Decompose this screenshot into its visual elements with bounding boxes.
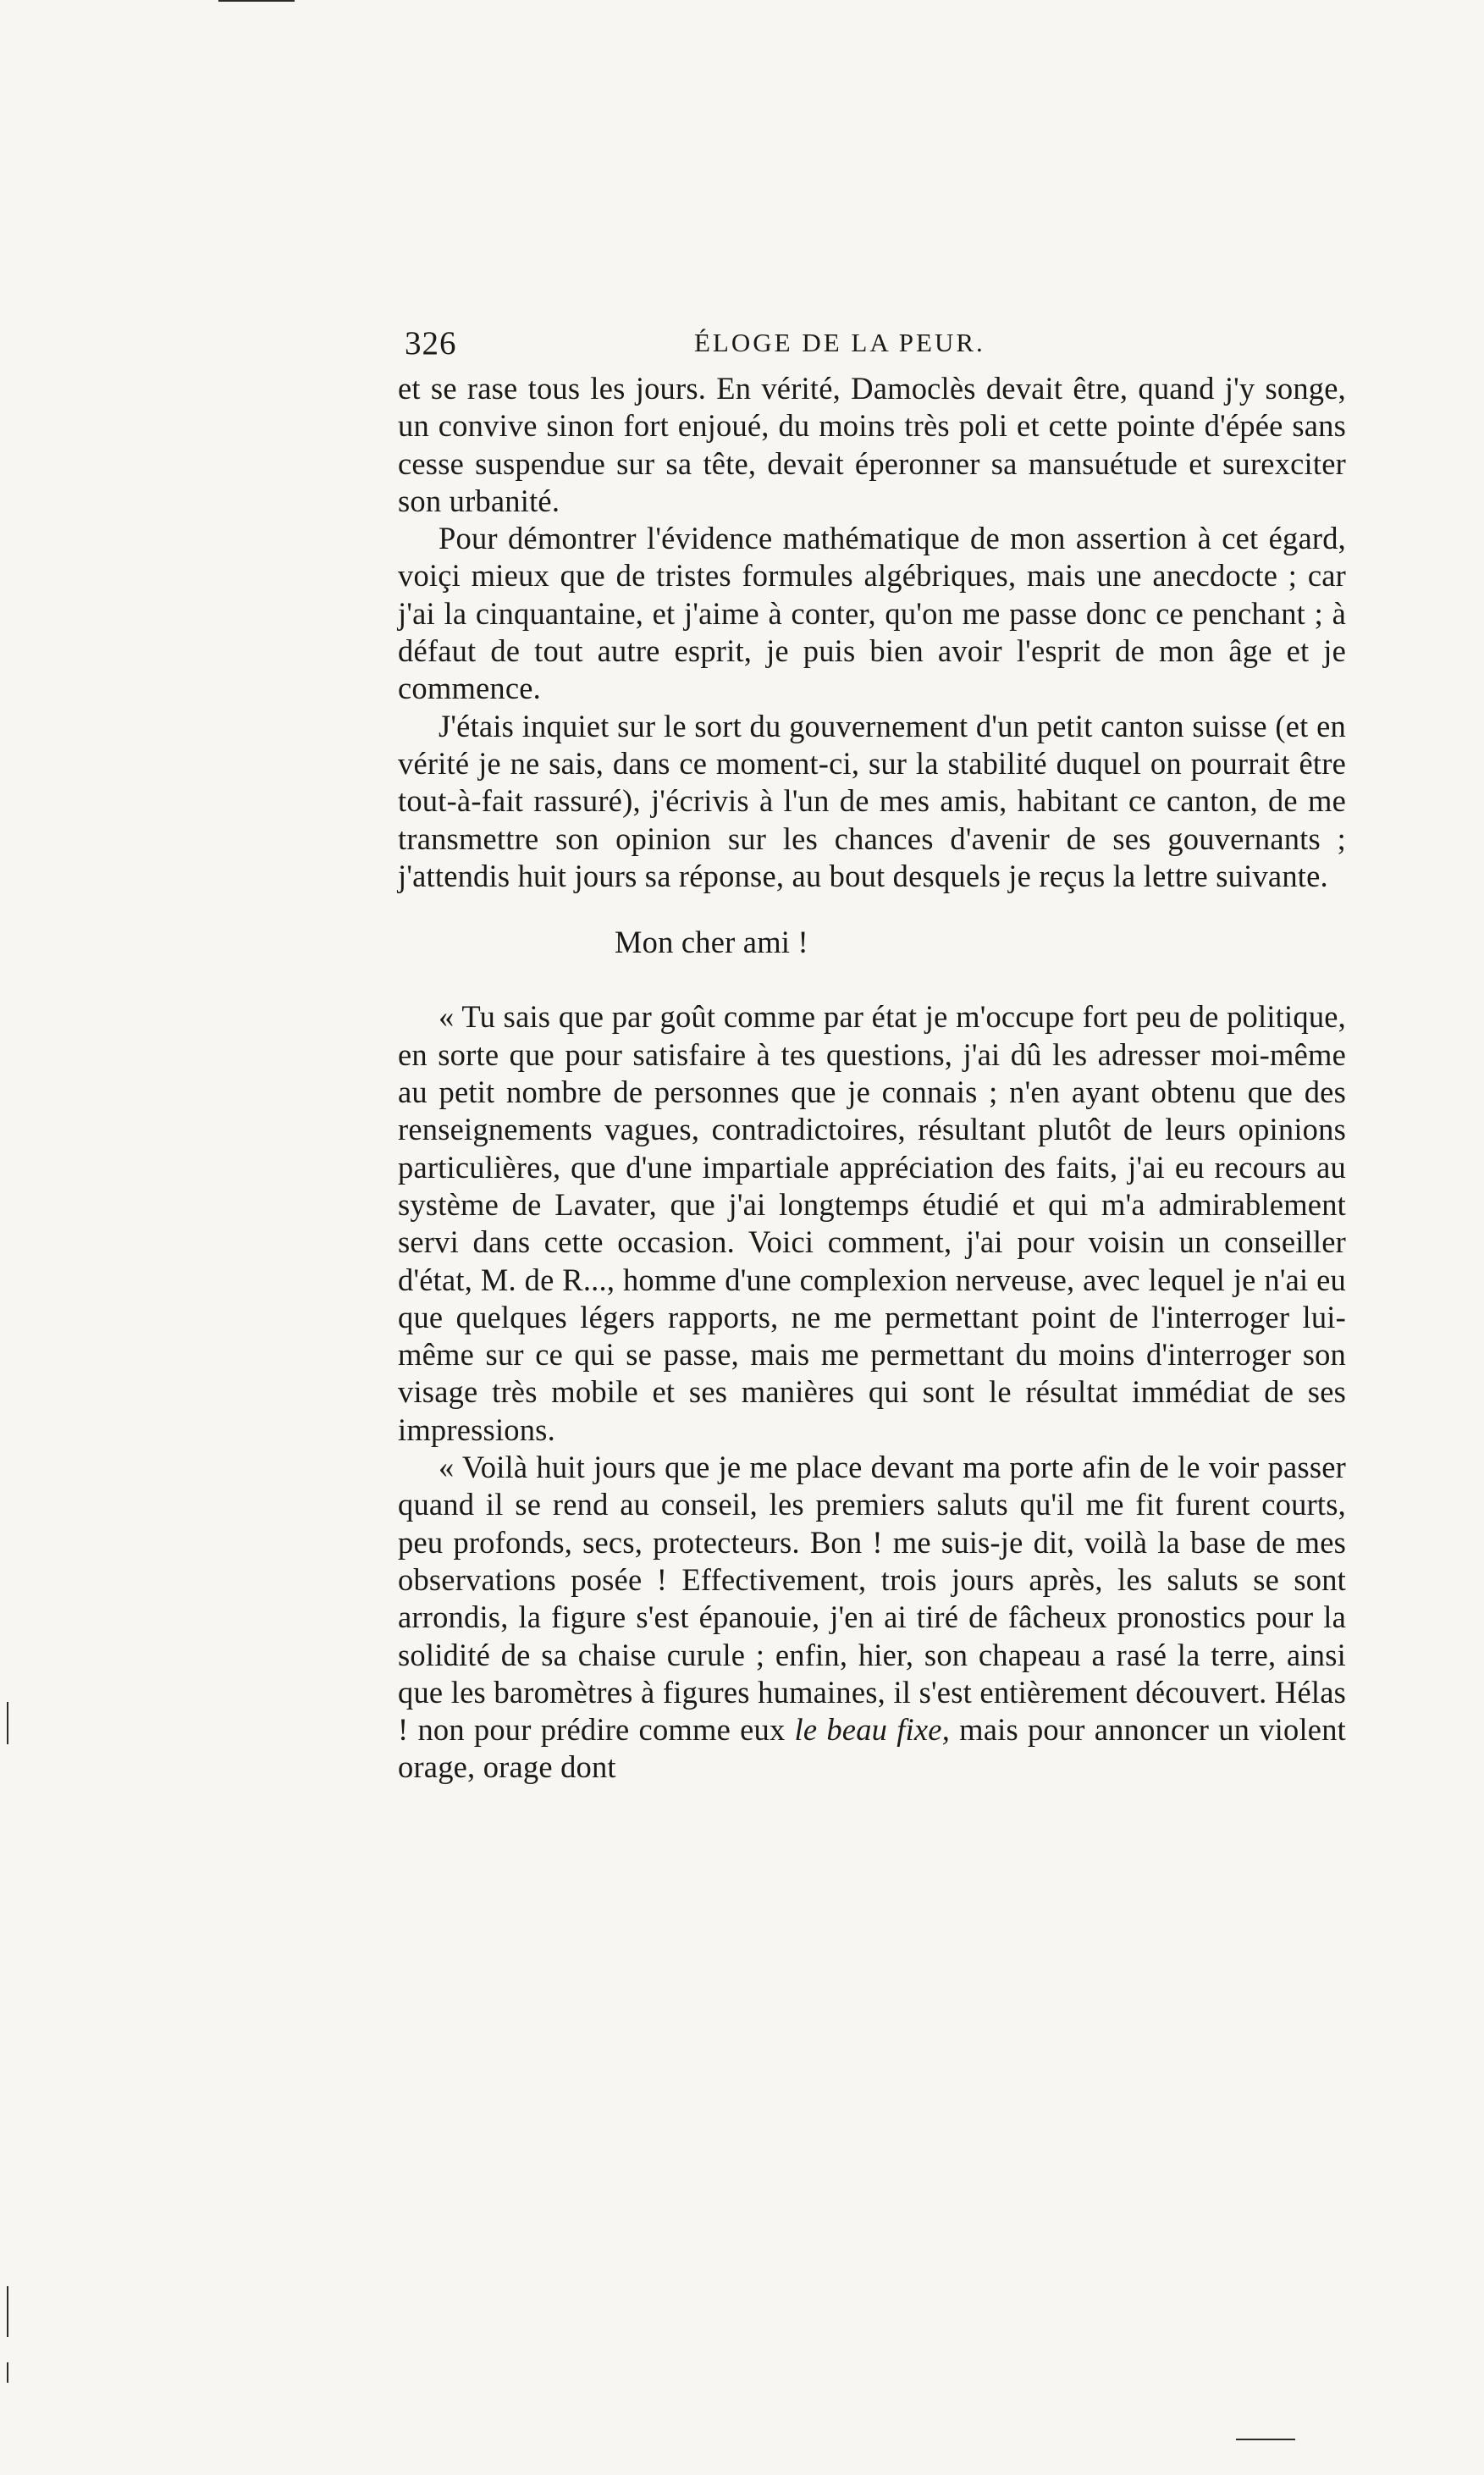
paragraph-5-text: « Voilà huit jours que je me place devant ma porte afin de le voir passer quand il se rend au conseil, les premiers saluts qu'il me fit furent courts, peu profonds, secs, protecteurs. Bon ! me suis-je dit, voilà la base de mes observations posée ! Effectivement, trois jours après, les saluts se sont arrondis, la figure s'est épanouie, j'en ai tiré de fâcheux pronostics pour la solidité de sa chaise curule ; enfin, hier, son chapeau a rasé la terre, ainsi que les baromètres à figures humaines, il s'est entièrement découvert. Hélas ! non pour prédire comme eux (398, 1450, 1346, 1748)
body-text (398, 370, 1346, 1787)
running-title: ÉLOGE DE LA PEUR. (694, 328, 985, 357)
scan-edge-mark-bottom (1236, 2439, 1295, 2440)
scan-edge-mark-top (218, 0, 295, 2)
book-page (398, 324, 1346, 1787)
scan-edge-mark-left-2 (7, 2286, 8, 2337)
paragraph-2: Pour démontrer l'évidence mathématique de mon assertion à cet égard, voiçi mieux que de tristes formules algébriques, mais une anecdocte ; car j'ai la cinquantaine, et j'aime à conter, qu'on me passe donc ce penchant ; à défaut de tout autre esprit, je puis bien avoir l'esprit de mon âge et je commence. (398, 521, 1346, 706)
paragraph-5-text-end: mais pour annoncer un violent orage, orage dont (398, 1712, 1346, 1785)
page-number: 326 (405, 325, 457, 362)
paragraph-3: J'étais inquiet sur le sort du gouvernement d'un petit canton suisse (et en vérité je ne sais, dans ce moment-ci, sur la stabilité duquel on pourrait être tout-à-fait rassuré), j'écrivis à l'un de mes amis, habitant ce canton, de me transmettre son opinion sur les chances d'avenir de ses gouvernants ; j'attendis huit jours sa réponse, au bout desquels je reçus la lettre suivante. (398, 708, 1346, 893)
scan-edge-mark-left-1 (7, 1702, 8, 1744)
scan-edge-mark-left-3 (7, 2362, 8, 2383)
paragraph-5 (398, 1449, 1346, 1787)
letter-salutation: Mon cher ami ! (615, 925, 808, 960)
paragraph-4: « Tu sais que par goût comme par état je m'occupe fort peu de politique, en sorte que pour satisfaire à tes questions, j'ai dû les adresser moi-même au petit nombre de personnes que je connais ; n'en ayant obtenu que des renseignements vagues, contradictoires, résultant plutôt de leurs opinions particulières, que d'une impartiale appréciation des faits, j'ai eu recours au système de Lavater, que j'ai longtemps étudié et qui m'a admirablement servi dans cette occasion. Voici comment, j'ai pour voisin un conseiller d'état, M. de R..., homme d'une complexion nerveuse, avec lequel je n'ai eu que quelques légers rapports, ne me permettant point de l'interroger lui-même sur ce qui se passe, mais me permettant du moins d'interroger son visage très mobile et ses manières qui sont le résultat immédiat de ses impressions. (398, 999, 1346, 1447)
running-head (398, 324, 1346, 368)
paragraph-5-italic: le beau fixe, (794, 1712, 951, 1748)
paragraph-1: et se rase tous les jours. En vérité, Damoclès devait être, quand j'y songe, un convive sinon fort enjoué, du moins très poli et cette pointe d'épée sans cesse suspendue sur sa tête, devait éperonner sa mansuétude et surexciter son urbanité. (398, 371, 1346, 518)
